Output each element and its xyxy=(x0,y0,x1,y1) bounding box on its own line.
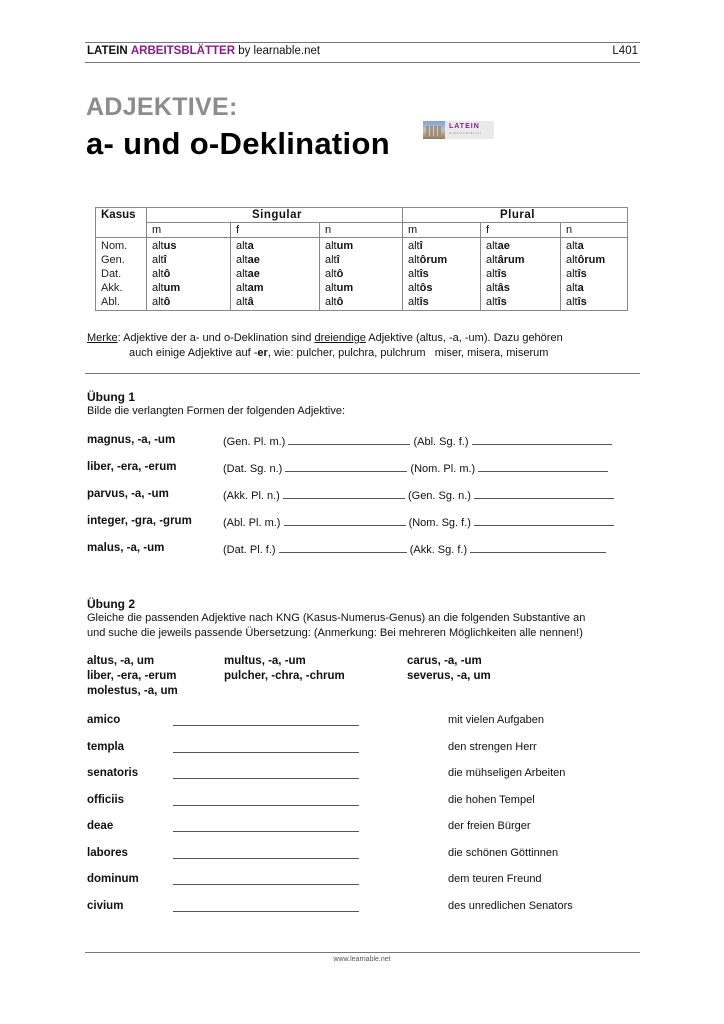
declension-form xyxy=(481,281,561,295)
answer-blank[interactable] xyxy=(173,778,359,779)
word-ending: îs xyxy=(577,296,587,308)
translation-option: mit vielen Aufgaben xyxy=(448,714,545,726)
form-prompt: (Nom. Sg. f.) xyxy=(408,517,471,529)
word-stem: alt xyxy=(236,282,248,294)
declension-form xyxy=(403,238,481,254)
form-prompt: (Nom. Pl. m.) xyxy=(410,463,476,475)
exercise2-instruction-line: Gleiche die passenden Adjektive nach KNG (Kasus-Numerus-Genus) an die folgenden Substantive an xyxy=(87,612,586,624)
noun: dominum xyxy=(87,873,139,885)
declension-form xyxy=(561,281,628,295)
header-top-rule xyxy=(85,42,640,43)
declension-form xyxy=(231,253,320,267)
header-bottom-rule xyxy=(85,62,640,63)
declension-form xyxy=(403,253,481,267)
word-ending: î xyxy=(336,254,340,266)
merke-label: Merke xyxy=(87,332,118,344)
answer-blank[interactable] xyxy=(173,831,359,832)
word-ending: ô xyxy=(336,296,344,308)
gender-header: n xyxy=(320,223,403,238)
logo-text: LATEIN xyxy=(449,123,480,130)
word-stem: alt xyxy=(486,240,498,252)
word-stem: alt xyxy=(486,282,498,294)
merke-text: , wie: pulcher, pulchra, pulchrum miser, misera, miserum xyxy=(267,347,549,359)
answer-blank[interactable] xyxy=(478,461,608,472)
merke-text: Adjektive (altus, -a, -um). Dazu gehören xyxy=(365,332,563,344)
exercise2-item xyxy=(87,714,642,730)
translation-option: dem teuren Freund xyxy=(448,873,542,885)
exercise2-item xyxy=(87,741,642,757)
merke-bold: er xyxy=(257,347,268,359)
form-prompt: (Abl. Pl. m.) xyxy=(223,517,281,529)
word-stem: alt xyxy=(566,254,578,266)
declension-row xyxy=(96,267,628,281)
declension-form xyxy=(231,281,320,295)
word-stem: alt xyxy=(486,268,498,280)
word-ending: ae xyxy=(247,254,260,266)
word-ending: ârum xyxy=(497,254,525,266)
adjective-column xyxy=(407,654,491,684)
page-title: a- und o-Deklination xyxy=(86,126,390,161)
translation-option: des unredlichen Senators xyxy=(448,899,573,912)
adjective-option: carus, -a, -um xyxy=(407,655,482,667)
page-title-category: ADJEKTIVE: xyxy=(86,93,238,121)
answer-blank[interactable] xyxy=(173,752,359,753)
exercise2-item xyxy=(87,820,642,836)
word-stem: alt xyxy=(325,268,337,280)
declension-form xyxy=(403,281,481,295)
declension-form xyxy=(147,267,231,281)
gender-header: m xyxy=(147,223,231,238)
answer-blank[interactable] xyxy=(284,515,406,526)
word-stem: alt xyxy=(152,254,164,266)
declension-row xyxy=(96,238,628,254)
declension-form xyxy=(147,295,231,311)
adjective-option: multus, -a, -um xyxy=(224,655,306,667)
translation-option: die schönen Göttinnen xyxy=(448,846,559,859)
word-ending: îs xyxy=(577,268,587,280)
declension-form xyxy=(561,253,628,267)
word-ending: ô xyxy=(163,296,171,308)
plural-header: Plural xyxy=(403,208,628,223)
exercise2-title: Übung 2 xyxy=(87,597,135,611)
exercise2-item xyxy=(87,873,642,889)
word-ending: um xyxy=(336,282,354,294)
word-ending: ôrum xyxy=(577,254,606,266)
exercise2-item xyxy=(87,767,642,783)
adjective-column xyxy=(87,654,178,699)
word-ending: um xyxy=(336,240,354,252)
form-prompt: (Akk. Pl. n.) xyxy=(223,490,280,502)
adjective: liber, -era, -erum xyxy=(87,461,177,473)
adjective-column xyxy=(224,654,345,684)
exercise2-instruction xyxy=(87,611,647,641)
colosseum-icon xyxy=(423,121,445,139)
word-ending: a xyxy=(247,240,254,252)
form-prompt: (Dat. Sg. n.) xyxy=(223,463,283,475)
declension-form xyxy=(561,238,628,254)
adjective: malus, -a, -um xyxy=(87,542,165,554)
word-stem: alt xyxy=(325,254,337,266)
word-ending: ô xyxy=(163,268,171,280)
word-ending: â xyxy=(247,296,254,308)
word-stem: alt xyxy=(236,268,248,280)
answer-blank[interactable] xyxy=(285,461,407,472)
declension-row xyxy=(96,295,628,311)
word-stem: alt xyxy=(408,282,420,294)
word-stem: alt xyxy=(325,282,337,294)
merke-text: : Adjektive der a- und o-Deklination sind xyxy=(117,332,315,344)
word-ending: âs xyxy=(497,282,510,294)
declension-form xyxy=(561,267,628,281)
answer-blank[interactable] xyxy=(474,488,614,499)
translation-option: den strengen Herr xyxy=(448,740,537,753)
declension-form xyxy=(231,238,320,254)
sheet-code: L401 xyxy=(612,45,638,57)
gender-header: f xyxy=(481,223,561,238)
word-stem: alt xyxy=(486,254,498,266)
gender-header: f xyxy=(231,223,320,238)
page-header xyxy=(87,45,638,57)
answer-blank[interactable] xyxy=(474,515,614,526)
word-ending: îs xyxy=(419,268,429,280)
answer-blank[interactable] xyxy=(173,911,359,912)
exercise2-item xyxy=(87,794,642,810)
form-prompt: (Abl. Sg. f.) xyxy=(413,436,469,448)
word-ending: î xyxy=(163,254,167,266)
declension-form xyxy=(481,253,561,267)
noun: officiis xyxy=(87,793,125,806)
exercise1-item xyxy=(87,542,642,556)
logo-subtext: arbeitsblätter xyxy=(449,131,483,135)
declension-form xyxy=(320,295,403,311)
answer-blank[interactable] xyxy=(173,805,359,806)
exercise2-item xyxy=(87,847,642,863)
footer-url: www.learnable.net xyxy=(333,956,391,963)
word-ending: îs xyxy=(497,268,507,280)
word-stem: alt xyxy=(152,268,164,280)
declension-form xyxy=(147,281,231,295)
word-ending: us xyxy=(163,240,177,252)
answer-blank[interactable] xyxy=(470,542,606,553)
brand-arbeitsblaetter: ARBEITSBLÄTTER xyxy=(130,45,236,57)
word-ending: îs xyxy=(419,296,429,308)
noun: senatoris xyxy=(87,767,139,779)
word-stem: alt xyxy=(408,296,420,308)
answer-blank[interactable] xyxy=(288,434,410,445)
declension-row xyxy=(96,253,628,267)
word-ending: ôrum xyxy=(419,254,448,266)
noun: deae xyxy=(87,820,114,832)
word-ending: ô xyxy=(336,268,344,280)
declension-form xyxy=(320,267,403,281)
exercise1-item xyxy=(87,434,642,448)
adjective-option: altus, -a, um xyxy=(87,655,155,667)
noun: templa xyxy=(87,740,125,753)
declension-form xyxy=(320,253,403,267)
word-stem: alt xyxy=(325,240,337,252)
word-ending: ae xyxy=(497,240,510,252)
word-stem: alt xyxy=(486,296,498,308)
declension-form xyxy=(320,281,403,295)
declension-form xyxy=(231,295,320,311)
adjective: integer, -gra, -grum xyxy=(87,515,192,527)
exercise1-item xyxy=(87,515,642,529)
word-ending: î xyxy=(419,240,423,252)
exercise1-instruction: Bilde die verlangten Formen der folgenden Adjektive: xyxy=(87,405,346,417)
exercise1-title: Übung 1 xyxy=(87,390,135,404)
declension-row xyxy=(96,281,628,295)
word-stem: alt xyxy=(236,296,248,308)
word-stem: alt xyxy=(566,268,578,280)
word-stem: alt xyxy=(152,282,164,294)
noun: civium xyxy=(87,899,124,912)
word-stem: alt xyxy=(152,296,164,308)
noun: labores xyxy=(87,846,128,859)
form-prompt: (Gen. Sg. n.) xyxy=(407,490,471,502)
exercise1-item xyxy=(87,488,642,502)
exercise1-item xyxy=(87,461,642,475)
word-ending: ôs xyxy=(419,282,433,294)
case-label: Dat. xyxy=(96,267,147,281)
translation-option: die mühseligen Arbeiten xyxy=(448,767,566,779)
answer-blank[interactable] xyxy=(173,884,359,885)
declension-form xyxy=(231,267,320,281)
answer-blank[interactable] xyxy=(283,488,405,499)
word-stem: alt xyxy=(152,240,164,252)
word-stem: alt xyxy=(566,240,578,252)
declension-form xyxy=(481,267,561,281)
case-label: Abl. xyxy=(96,295,147,311)
word-ending: îs xyxy=(497,296,507,308)
gender-header: n xyxy=(561,223,628,238)
word-stem: alt xyxy=(566,296,578,308)
kasus-header: Kasus xyxy=(96,208,147,238)
answer-blank[interactable] xyxy=(472,434,612,445)
word-stem: alt xyxy=(325,296,337,308)
word-ending: um xyxy=(163,282,181,294)
word-stem: alt xyxy=(566,282,578,294)
declension-form xyxy=(147,253,231,267)
adjective: parvus, -a, -um xyxy=(87,488,169,500)
header-brand xyxy=(87,45,320,57)
declension-form xyxy=(403,267,481,281)
answer-blank[interactable] xyxy=(173,725,359,726)
adjective-option: pulcher, -chra, -chrum xyxy=(224,670,345,682)
adjective-option: liber, -era, -erum xyxy=(87,670,177,682)
word-ending: ae xyxy=(247,268,260,280)
answer-blank[interactable] xyxy=(279,542,407,553)
latein-logo xyxy=(423,121,494,139)
section-divider xyxy=(85,373,640,374)
declension-table xyxy=(95,207,628,311)
declension-form xyxy=(561,295,628,311)
brand-latein: LATEIN xyxy=(87,45,128,57)
declension-form xyxy=(481,295,561,311)
merke-text: auch einige Adjektive auf - xyxy=(129,347,258,359)
declension-form xyxy=(147,238,231,254)
word-stem: alt xyxy=(236,240,248,252)
form-prompt: (Akk. Sg. f.) xyxy=(409,544,468,556)
adjective-option: molestus, -a, um xyxy=(87,685,178,697)
answer-blank[interactable] xyxy=(173,858,359,859)
exercise2-item xyxy=(87,900,642,916)
case-label: Nom. xyxy=(96,238,147,254)
noun: amico xyxy=(87,714,121,726)
declension-form xyxy=(320,238,403,254)
adjective: magnus, -a, -um xyxy=(87,434,176,446)
form-prompt: (Dat. Pl. f.) xyxy=(223,544,276,556)
footer-rule xyxy=(85,952,640,953)
brand-by: by learnable.net xyxy=(238,45,321,57)
gender-header: m xyxy=(403,223,481,238)
merke-underlined: dreiendige xyxy=(314,332,366,344)
translation-option: der freien Bürger xyxy=(448,820,531,832)
word-ending: a xyxy=(577,240,584,252)
translation-option: die hohen Tempel xyxy=(448,793,535,806)
word-ending: a xyxy=(577,282,584,294)
case-label: Gen. xyxy=(96,253,147,267)
adjective-option: severus, -a, um xyxy=(407,670,491,682)
exercise2-instruction-line: und suche die jeweils passende Übersetzung: (Anmerkung: Bei mehreren Möglichkeiten alle nennen!) xyxy=(87,627,583,639)
word-stem: alt xyxy=(408,240,420,252)
word-ending: am xyxy=(247,282,264,294)
singular-header: Singular xyxy=(147,208,403,223)
word-stem: alt xyxy=(408,254,420,266)
case-label: Akk. xyxy=(96,281,147,295)
word-stem: alt xyxy=(236,254,248,266)
declension-form xyxy=(481,238,561,254)
form-prompt: (Gen. Pl. m.) xyxy=(223,436,286,448)
merke-note xyxy=(87,331,647,361)
word-stem: alt xyxy=(408,268,420,280)
declension-form xyxy=(403,295,481,311)
